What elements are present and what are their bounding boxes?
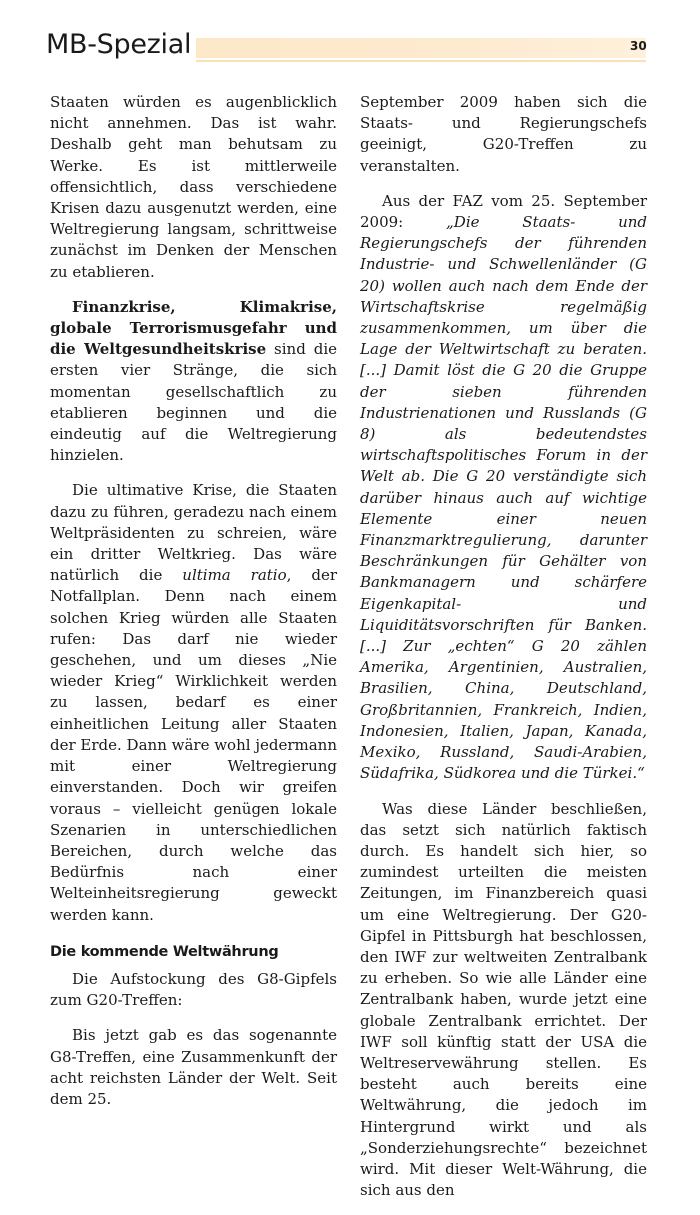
left-paragraph-3-a: Die ultimative Krise, die Staaten dazu zu führen, geradezu nach einem Weltpräsidenten zu schreien, wäre ein dritter Weltkrieg. Das wäre natürlich die xyxy=(50,481,337,585)
left-paragraph-5: Bis jetzt gab es das sogenannte G8-Treffen, eine Zusammenkunft der acht reichsten Länder der Welt. Seit dem 25. xyxy=(50,1026,337,1108)
faz-quote: „Die Staats- und Regierungschefs der führenden Industrie- und Schwellenländer (G 20) wollen auch nach dem Ende der Wirtschaftskrise regelmäßig zusammenkommen, um über die Lage der Weltwirtschaft zu beraten. [...] Damit löst die G 20 die Gruppe der sieben führenden Industrienationen und Russlands (G 8) als bedeutendstes wirtschaftspolitisches Forum in der Welt ab. Die G 20 verständigte sich darüber hinaus auch auf wichtige Elemente einer neuen Finanzmarktregulierung, darunter Beschränkungen für Gehälter von Bankmanagern und schärfere Eigenkapital- und Liquiditätsvorschriften für Banken. [...] Zur „echten“ G 20 zählen Amerika, Argentinien, Australien, Brasilien, China, Deutschland, Großbritannien, Frankreich, Indien, Indonesien, Italien, Japan, Kanada, Mexiko, Russland, Saudi-Arabien, Südafrika, Südkorea und die Türkei.“ xyxy=(360,213,647,783)
right-paragraph-3: Was diese Länder beschließen, das setzt sich natürlich faktisch durch. Es handelt sich hier, so zumindest urteilten die meisten Zeitungen, im Finanzbereich quasi um eine Weltregierung. Der G20-Gipfel in Pittsburgh hat beschlossen, den IWF zur weltweiten Zentralbank zu erheben. So wie alle Länder eine Zentralbank haben, wurde jetzt eine globale Zentralbank errichtet. Der IWF soll künftig statt der USA die Weltreservewährung stellen. Es besteht auch bereits eine Weltwährung, die jedoch im Hintergrund wirkt und als „Sonderziehungsrechte“ bezeichnet wird. Mit dieser Welt-Währung, die sich aus den xyxy=(360,799,647,1200)
left-paragraph-3-b: , der Notfallplan. Denn nach einem solchen Krieg würden alle Staaten rufen: Das darf nie wieder geschehen, und um dieses „Nie wieder Krieg“ Wirklichkeit werden zu lassen, bedarf es einer einheitlichen Leitung aller Staaten der Erde. Dann wäre wohl jedermann mit einer Weltregierung einverstanden. Doch wir greifen voraus – vielleicht genügen lokale Szenarien in unterschiedlichen Bereichen, durch welche das Bedürfnis nach einer Welteinheitsregierung geweckt werden kann. xyxy=(50,566,337,924)
faz-intro: Aus der FAZ vom 25. September 2009: xyxy=(360,191,647,232)
left-paragraph-1: Staaten würden es augenblicklich nicht annehmen. Das ist wahr. Deshalb geht man behutsam zu Werke. Es ist mittlerweile offensichtlich, dass verschiedene Krisen dazu ausgenutzt werden, eine Weltregierung langsam, schrittweise zunächst im Denken der Menschen zu etablieren. xyxy=(50,93,337,281)
section-heading: Die kommende Weltwährung xyxy=(50,943,279,960)
left-paragraph-2-rest: sind die ersten vier Stränge, die sich momentan gesellschaftlich zu etablieren beginnen und die eindeutig auf die Weltregierung hinzielen. xyxy=(50,340,337,465)
section-title: MB-Spezial xyxy=(46,29,192,60)
left-paragraph-2 xyxy=(50,297,337,467)
header-band-line xyxy=(196,60,646,62)
bold-crises-list: Finanzkrise, Klimakrise, globale Terrorismusgefahr und die Weltgesundheitskrise xyxy=(50,297,337,359)
left-paragraph-3 xyxy=(50,480,337,925)
page-number: 30 xyxy=(630,39,647,53)
header-band xyxy=(196,38,646,58)
right-paragraph-1: September 2009 haben sich die Staats- und Regierungschefs geeinigt, G20-Treffen zu veranstalten. xyxy=(360,93,647,175)
left-column xyxy=(50,92,337,1124)
right-column xyxy=(360,92,647,1215)
ultima-ratio-italic: ultima ratio xyxy=(182,566,287,585)
left-paragraph-4: Die Aufstockung des G8-Gipfels zum G20-Treffen: xyxy=(50,969,337,1010)
right-paragraph-2 xyxy=(360,191,647,785)
page-header xyxy=(0,0,700,70)
